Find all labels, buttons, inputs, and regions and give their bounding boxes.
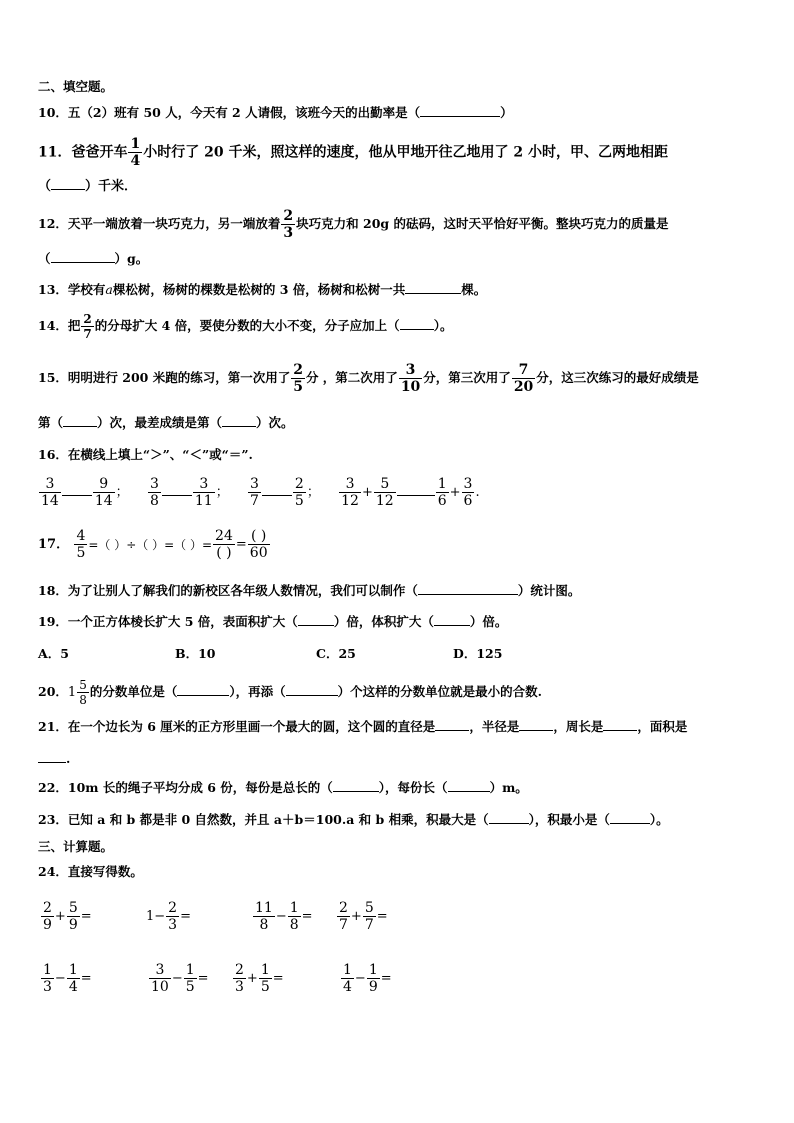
section-title-fill-in: 二、填空题。 [38, 79, 114, 94]
q12-number: 12． [38, 216, 68, 231]
q24-item-7-op: + [246, 971, 258, 986]
q10-answer-blank[interactable] [420, 104, 500, 117]
q23-min-blank[interactable] [610, 811, 650, 824]
q11-paren-open: （ [38, 179, 52, 194]
q19-mid: ）倍，体积扩大（ [333, 614, 434, 629]
question-22 [38, 779, 528, 797]
q18-text: 为了让别人了解我们的新校区各年级人数情况，我们可以制作（ [67, 583, 418, 598]
q19-option-a[interactable]: A．5 [38, 646, 69, 661]
q21-t2: ，半径是 [469, 719, 520, 734]
q24-item-3-b: $\frac{1}{8}$ [289, 900, 299, 933]
q13-variable: a [105, 282, 113, 297]
q24-item-6-op: − [171, 971, 183, 986]
q11-text-a: 爸爸开车 [71, 144, 128, 161]
q24-item-5-a: $\frac{1}{3}$ [43, 962, 52, 995]
q10-text: 五（2）班有 50 人，今天有 2 人请假，该班今天的出勤率是（ [67, 105, 421, 120]
q15-text-2: 分 ，第二次用了 [305, 370, 398, 385]
q18-answer-blank[interactable] [418, 582, 518, 595]
q15-number: 15． [38, 370, 68, 385]
q21-perimeter-blank[interactable] [603, 718, 637, 731]
question-16 [38, 446, 253, 464]
question-12-line2 [38, 250, 148, 268]
section-title-calc: 三、计算题。 [38, 839, 114, 854]
q20-fraction: $\frac{5}{8}$ [79, 678, 87, 707]
question-15 [38, 362, 699, 395]
q24-item-5-op: − [54, 971, 66, 986]
q11-text-b: 小时行了 20 千米，照这样的速度，他从甲地开往乙地用了 2 小时，甲、乙两地相距 [143, 144, 668, 161]
q23-max-blank[interactable] [489, 811, 529, 824]
question-18 [38, 582, 580, 600]
q20-end: ）个这样的分数单位就是最小的合数. [337, 684, 542, 699]
q20-number: 20． [38, 684, 68, 699]
q16-g3-right: $\frac{2}{5}$ [294, 476, 304, 509]
q24-item-1-b: $\frac{5}{9}$ [68, 900, 78, 933]
q19-surface-blank[interactable] [298, 613, 334, 626]
q24-item-2-eq: = [180, 909, 191, 924]
q21-diameter-blank[interactable] [435, 718, 469, 731]
q15-line2-c: ）次。 [256, 415, 294, 430]
q24-item-5-b: $\frac{1}{4}$ [68, 962, 78, 995]
q21-t3: ，周长是 [553, 719, 604, 734]
q24-item-3-eq: = [301, 909, 313, 924]
q24-item-7-a: $\frac{2}{3}$ [235, 962, 244, 995]
q11-number: 11． [38, 144, 72, 161]
question-19 [38, 613, 507, 631]
q22-length-blank[interactable] [448, 779, 490, 792]
q13-text-a: 学校有 [67, 282, 106, 297]
q24-item-6[interactable] [148, 962, 209, 995]
q16-g3-blank[interactable] [262, 483, 292, 496]
question-17 [38, 528, 271, 561]
q14-text-c: ）。 [433, 318, 453, 333]
q16-g2-left: $\frac{3}{8}$ [149, 476, 159, 509]
q16-g1-blank[interactable] [62, 483, 92, 496]
q11-paren-close: ）千米． [85, 179, 138, 194]
q24-item-1-op: + [54, 909, 66, 924]
q24-item-8[interactable] [340, 962, 392, 995]
q16-g1-right: $\frac{9}{14}$ [94, 476, 113, 509]
q24-item-7[interactable] [232, 962, 284, 995]
q15-best-blank[interactable] [63, 414, 97, 427]
q23-text: 已知 a 和 b 都是非 0 自然数，并且 a＋b＝100.a 和 b 相乘，积最大是（ [67, 812, 489, 827]
q24-item-8-op: − [354, 971, 366, 986]
q17-fraction-2[interactable]: 24 ( ) [215, 528, 233, 561]
q15-line2-a: 第（ [38, 415, 64, 430]
q24-item-4-a: $\frac{2}{7}$ [339, 900, 348, 933]
q11-answer-blank[interactable] [51, 177, 85, 190]
q14-number: 14． [38, 318, 68, 333]
question-10 [38, 104, 513, 122]
q14-answer-blank[interactable] [400, 317, 434, 330]
q19-number: 19． [38, 614, 68, 629]
q16-text: 在横线上填上“＞”、“＜”或“＝”. [67, 447, 253, 462]
q24-item-1-eq: = [80, 909, 92, 924]
q16-g4-c: $\frac{1}{6}$ [437, 476, 447, 509]
q20-text: 的分数单位是（ [89, 684, 178, 699]
question-12 [38, 208, 669, 241]
q13-text-b: 棵松树，杨树的棵数是松树的 3 倍，杨树和松树一共 [112, 282, 406, 297]
q15-fraction-2: $\frac{3}{10}$ [400, 362, 421, 395]
q16-g4-d: $\frac{3}{6}$ [463, 476, 473, 509]
q10-end: ） [500, 105, 513, 120]
q24-item-7-b: $\frac{1}{5}$ [260, 962, 270, 995]
q24-item-1[interactable] [40, 900, 92, 933]
q24-item-4[interactable] [336, 900, 388, 933]
q22-text: 10m 长的绳子平均分成 6 份，每份是总长的（ [67, 780, 333, 795]
q16-sep-2: ； [215, 484, 229, 500]
q19-option-d[interactable]: D．125 [453, 646, 503, 661]
q12-answer-blank[interactable] [51, 250, 115, 263]
q16-comparisons [38, 476, 480, 509]
q23-number: 23． [38, 812, 68, 827]
q10-number: 10． [38, 105, 68, 120]
q21-number: 21． [38, 719, 68, 734]
q20-count-blank[interactable] [286, 683, 338, 696]
question-21 [38, 718, 687, 736]
question-20 [38, 678, 542, 707]
q24-item-6-a: $\frac{3}{10}$ [151, 962, 169, 995]
q20-whole: 1 [67, 684, 77, 700]
q16-g4-a: $\frac{3}{12}$ [341, 476, 359, 509]
q24-item-8-b: $\frac{1}{9}$ [368, 962, 378, 995]
q19-volume-blank[interactable] [434, 613, 470, 626]
q24-item-4-op: + [350, 909, 362, 924]
q12-text-a: 天平一端放着一块巧克力，另一端放着 [67, 216, 281, 231]
q17-equals: = [235, 536, 247, 552]
q16-sep-1: ； [115, 484, 129, 500]
q14-text-a: 把 [67, 318, 81, 333]
question-11-line2 [38, 177, 137, 196]
q24-item-4-eq: = [376, 909, 388, 924]
q17-equation[interactable]: =（ ）÷（ ）=（ ）= [88, 537, 213, 552]
q24-item-4-b: $\frac{5}{7}$ [364, 900, 374, 933]
q19-option-c[interactable]: C．25 [316, 646, 356, 661]
q22-end: ）m。 [489, 780, 528, 795]
q23-end: ）。 [649, 812, 669, 827]
q17-fraction-3[interactable]: ( ) 60 [249, 528, 268, 561]
q16-g3-left: $\frac{3}{7}$ [250, 476, 259, 509]
q19-text: 一个正方体棱长扩大 5 倍，表面积扩大（ [67, 614, 298, 629]
q17-fraction-1: $\frac{4}{5}$ [76, 528, 86, 561]
q16-plus-2: + [449, 484, 461, 500]
question-15-line2 [38, 414, 294, 432]
q24-item-2[interactable] [146, 900, 191, 933]
q20-unit-blank[interactable] [177, 683, 229, 696]
q15-text-4: 分，这三次练习的最好成绩是 [536, 370, 699, 385]
q24-item-8-a: $\frac{1}{4}$ [343, 962, 352, 995]
q13-answer-blank[interactable] [405, 281, 461, 294]
q19-option-b[interactable]: B．10 [175, 646, 216, 661]
q15-fraction-1: $\frac{2}{5}$ [293, 362, 303, 395]
q19-options [38, 645, 738, 663]
q15-line2-b: ）次，最差成绩是第（ [97, 415, 223, 430]
q20-mid: ），再添（ [229, 684, 286, 699]
question-23 [38, 811, 669, 829]
q13-number: 13． [38, 282, 68, 297]
question-13 [38, 281, 486, 299]
q21-end: . [66, 751, 71, 766]
q24-item-7-eq: = [272, 971, 284, 986]
question-14 [38, 312, 452, 341]
q24-item-1-a: $\frac{2}{9}$ [43, 900, 52, 933]
q18-number: 18． [38, 583, 68, 598]
q24-item-2-whole: 1− [146, 909, 166, 924]
q24-item-6-b: $\frac{1}{5}$ [185, 962, 195, 995]
q12-text-b: 块巧克力和 20g 的砝码，这时天平恰好平衡。整块巧克力的质量是 [296, 216, 669, 231]
q24-item-6-eq: = [197, 971, 209, 986]
q12-paren-open: （ [38, 251, 51, 266]
q21-t4: ，面积是 [637, 719, 688, 734]
q22-fraction-blank[interactable] [333, 779, 379, 792]
question-24 [38, 863, 143, 881]
q12-fraction: $\frac{2}{3}$ [283, 208, 294, 241]
q22-mid: ），每份长（ [378, 780, 448, 795]
q14-fraction: $\frac{2}{7}$ [83, 312, 92, 341]
q13-text-c: 棵。 [461, 282, 487, 297]
q16-g4-b: $\frac{5}{12}$ [375, 476, 394, 509]
question-11 [38, 136, 668, 169]
q16-sep-3: ； [306, 484, 320, 500]
q18-end: ）统计图。 [517, 583, 581, 598]
q24-item-3-a: $\frac{11}{8}$ [255, 900, 273, 933]
q15-fraction-3: $\frac{7}{20}$ [513, 362, 534, 395]
q16-g2-blank[interactable] [162, 483, 192, 496]
q16-plus-1: + [361, 484, 373, 500]
q24-item-5-eq: = [80, 971, 92, 986]
q16-g1-left: $\frac{3}{14}$ [41, 476, 59, 509]
q16-g2-right: $\frac{3}{11}$ [194, 476, 213, 509]
q17-number: 17． [38, 536, 70, 552]
q24-item-5[interactable] [40, 962, 92, 995]
q24-text: 直接写得数。 [67, 864, 143, 879]
q11-fraction: $\frac{1}{4}$ [130, 136, 141, 169]
q14-text-b: 的分母扩大 4 倍，要使分数的大小不变，分子应加上（ [94, 318, 400, 333]
q23-mid: ），积最小是（ [528, 812, 610, 827]
q16-number: 16． [38, 447, 68, 462]
q24-item-8-eq: = [380, 971, 392, 986]
q15-worst-blank[interactable] [222, 414, 256, 427]
q15-text-3: 分，第三次用了 [423, 370, 511, 385]
q24-item-2-b: $\frac{2}{3}$ [168, 900, 178, 933]
q22-number: 22． [38, 780, 68, 795]
q15-text-1: 明明进行 200 米跑的练习，第一次用了 [67, 370, 291, 385]
q21-text: 在一个边长为 6 厘米的正方形里画一个最大的圆，这个圆的直径是 [67, 719, 436, 734]
q24-item-3[interactable] [252, 900, 313, 933]
q21-area-blank[interactable] [38, 750, 66, 763]
q21-radius-blank[interactable] [519, 718, 553, 731]
q19-end: ）倍。 [469, 614, 508, 629]
q16-g4-blank[interactable] [397, 483, 435, 496]
q24-number: 24． [38, 864, 68, 879]
q12-paren-close: ）g。 [114, 251, 149, 266]
q16-dot: . [475, 484, 480, 500]
q24-item-3-op: − [275, 909, 287, 924]
question-21-line2 [38, 750, 70, 768]
